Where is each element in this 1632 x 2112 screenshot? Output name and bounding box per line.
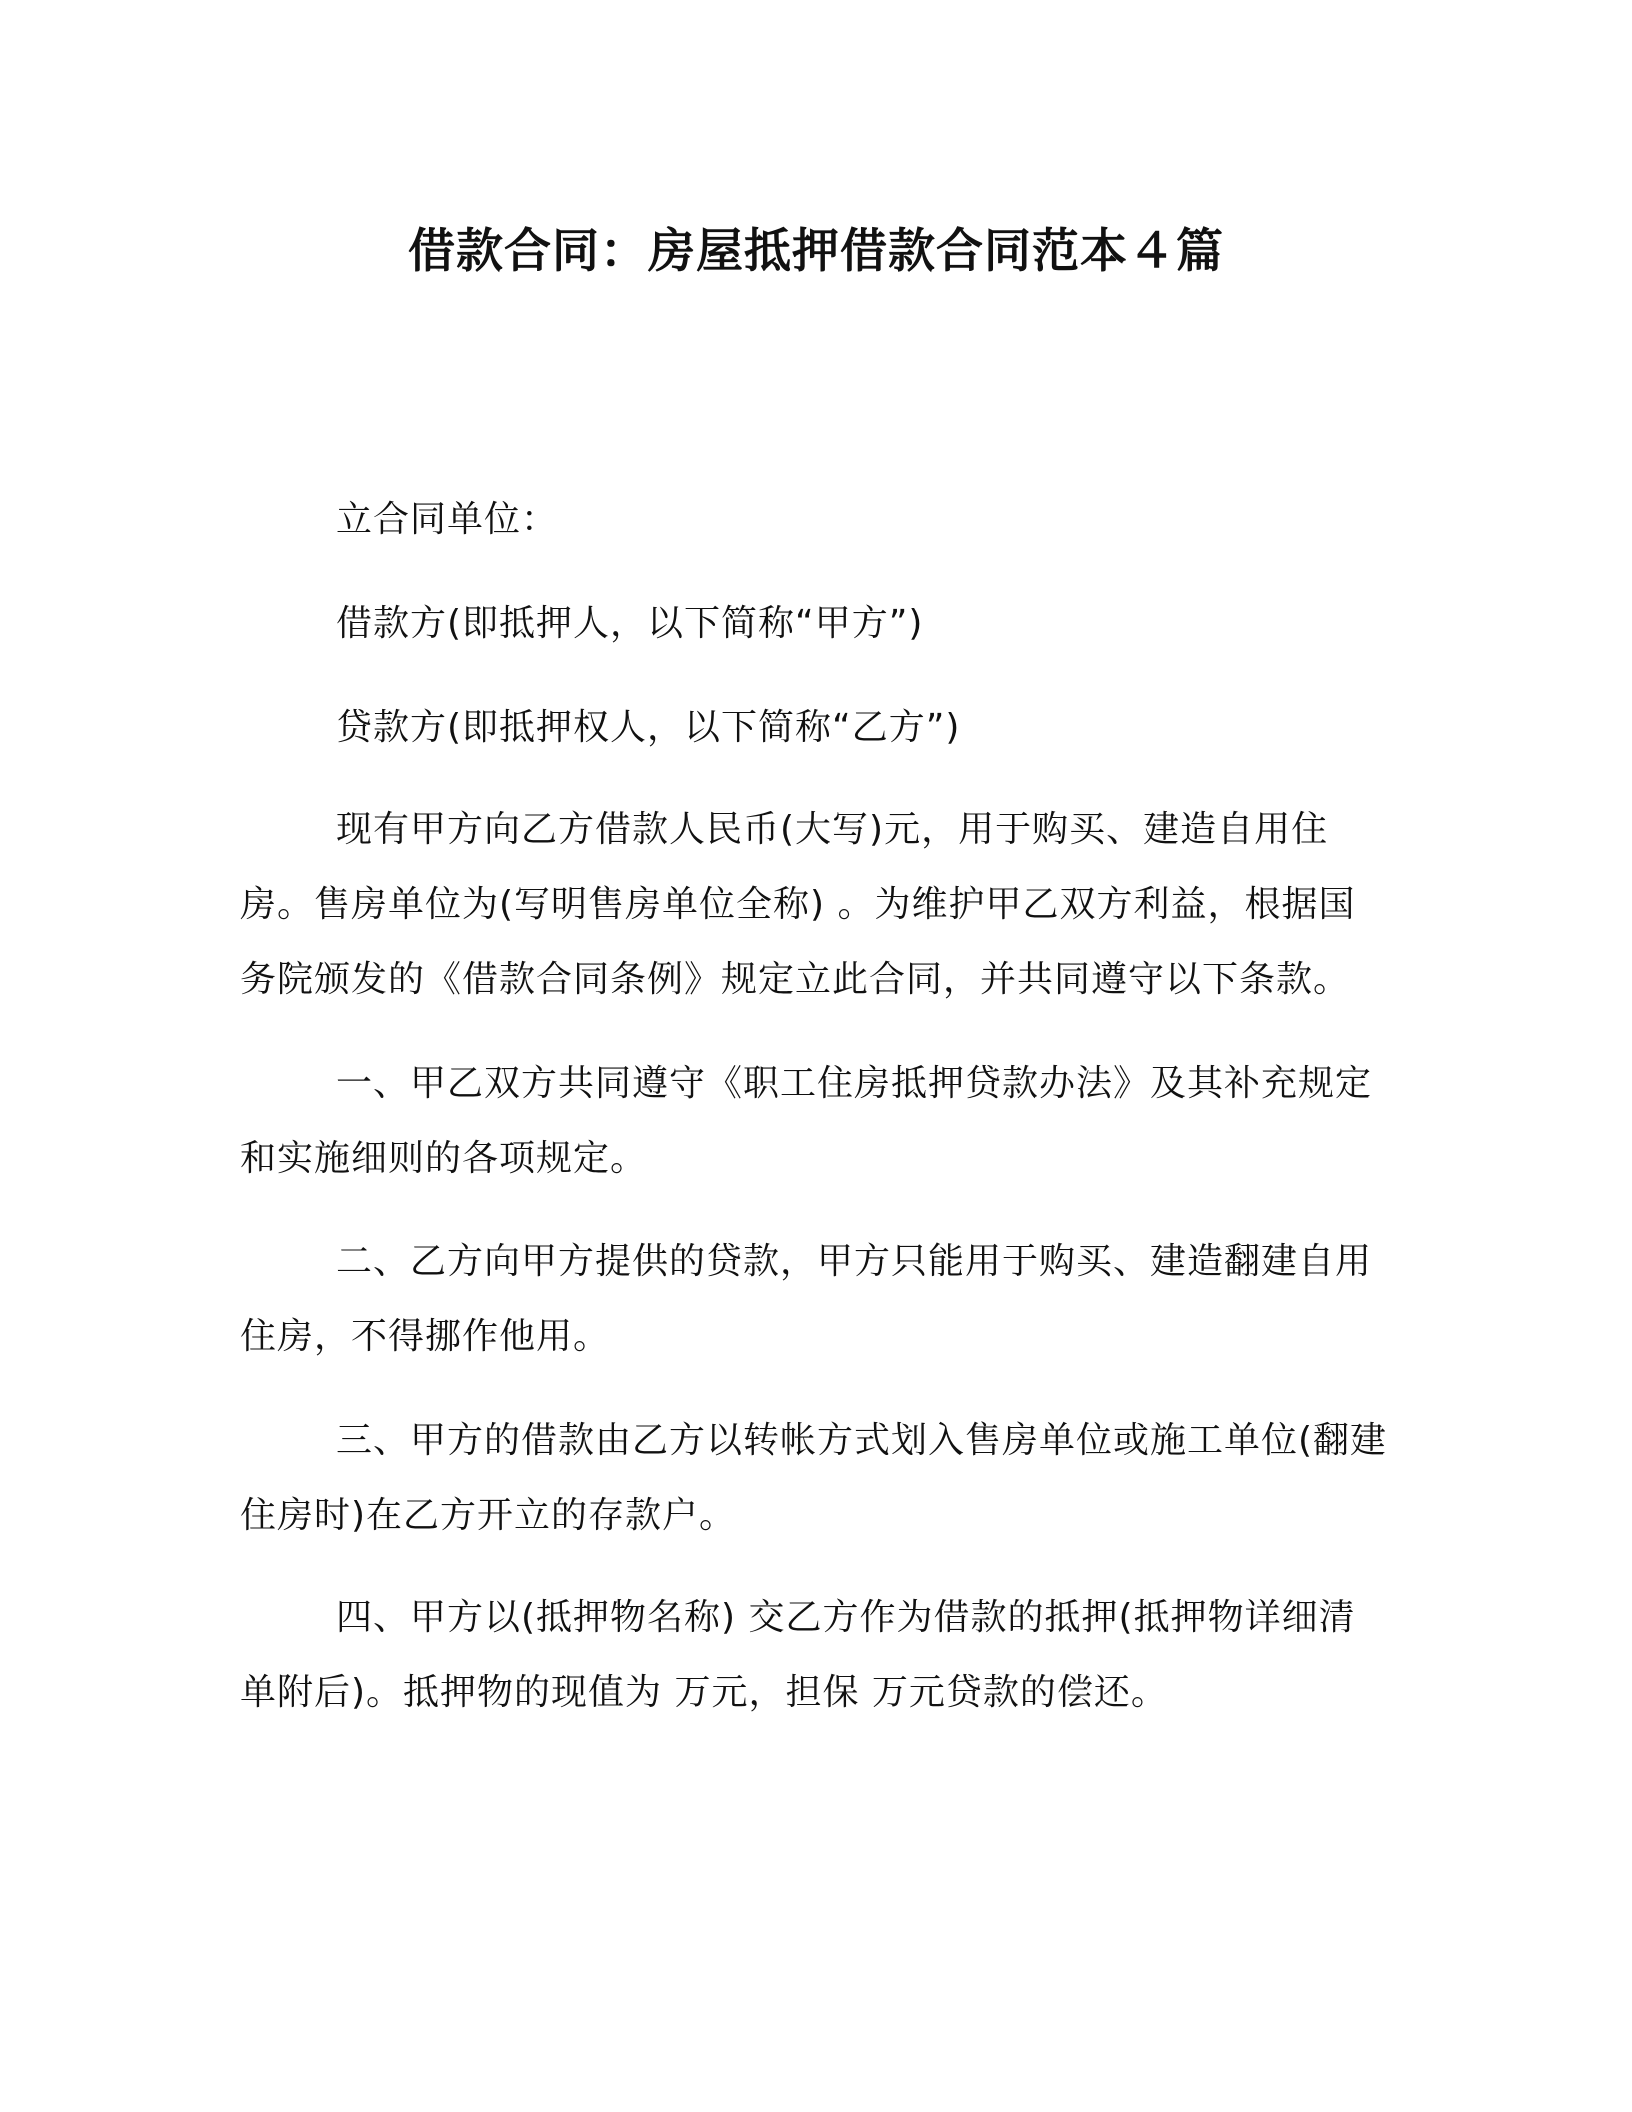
paragraph-clause-3: 三、甲方的借款由乙方以转帐方式划入售房单位或施工单位(翻建住房时)在乙方开立的存款户。 [240, 1420, 1388, 1536]
paragraph-preamble: 现有甲方向乙方借款人民币(大写)元，用于购买、建造自用住房。售房单位为(写明售房单位全称) 。为维护甲乙双方利益，根据国务院颁发的《借款合同条例》规定立此合同，并共同遵守以下条款。 [240, 809, 1356, 1000]
paragraph-clause-2: 二、乙方向甲方提供的贷款，甲方只能用于购买、建造翻建自用住房，不得挪作他用。 [240, 1241, 1373, 1357]
paragraph-clause-4: 四、甲方以(抵押物名称) 交乙方作为借款的抵押(抵押物详细清单附后)。抵押物的现值为 万元，担保 万元贷款的偿还。 [240, 1597, 1356, 1713]
paragraph-borrower: 借款方(即抵押人，以下简称“甲方”) [336, 603, 924, 644]
paragraph-clause-1: 一、甲乙双方共同遵守《职工住房抵押贷款办法》及其补充规定和实施细则的各项规定。 [240, 1063, 1373, 1179]
paragraph-lender: 贷款方(即抵押权人，以下简称“乙方”) [336, 707, 961, 748]
document-title: 借款合同：房屋抵押借款合同范本４篇 [408, 224, 1224, 279]
paragraph-contract-parties-label: 立合同单位： [336, 499, 559, 540]
